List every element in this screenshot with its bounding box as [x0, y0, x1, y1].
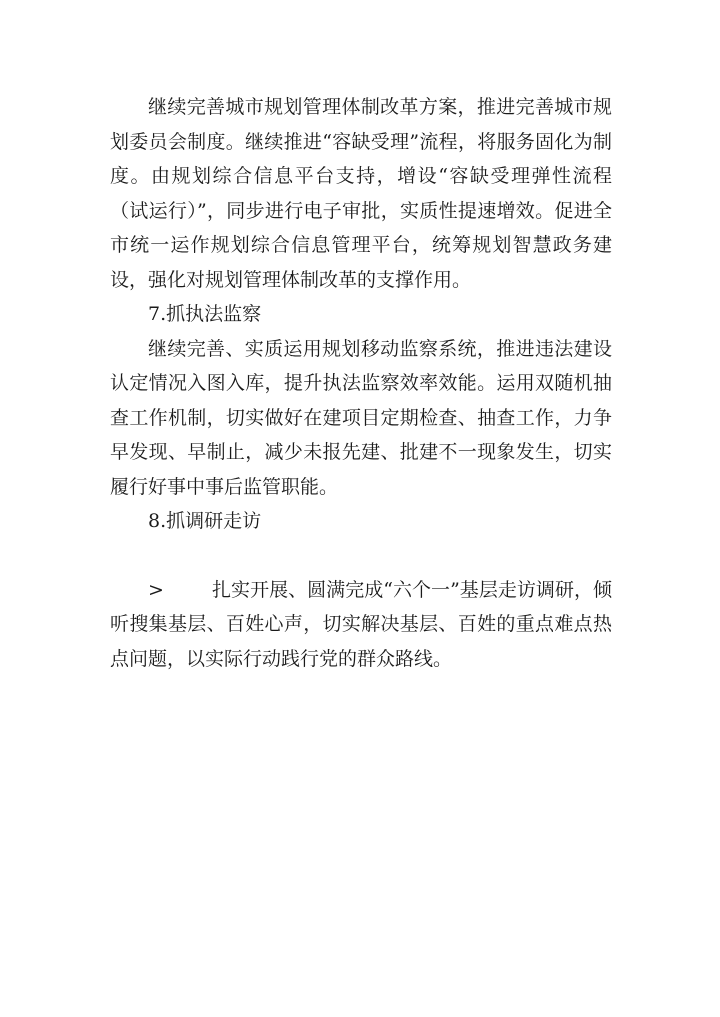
- paragraph-enforcement: 继续完善、实质运用规划移动监察系统，推进违法建设认定情况入图入库，提升执法监察效率效能。运用双随机抽查工作机制，切实做好在建项目定期检查、抽查工作，力争早发现、早制止，减少未报先建、批建不一现象发生，切实履行好事中事后监管职能。: [110, 337, 612, 498]
- document-page: [110, 90, 612, 676]
- paragraph-planning-reform: 继续完善城市规划管理体制改革方案，推进完善城市规划委员会制度。继续推进“容缺受理”流程，将服务固化为制度。由规划综合信息平台支持，增设“容缺受理弹性流程（试运行）”，同步进行电子审批，实质性提速增效。促进全市统一运作规划综合信息管理平台，统筹规划智慧政务建设，强化对规划管理体制改革的支撑作用。: [110, 96, 612, 291]
- section-heading-enforcement: 7.抓执法监察: [148, 303, 262, 325]
- bullet-arrow-icon: >: [148, 578, 164, 601]
- bullet-item-research: [110, 573, 612, 677]
- bullet-text: 扎实开展、圆满完成“六个一”基层走访调研，倾听搜集基层、百姓心声，切实解决基层、百姓的重点难点热点问题，以实际行动践行党的群众路线。: [110, 578, 612, 670]
- section-heading-research: 8.抓调研走访: [148, 510, 262, 532]
- paragraph-spacer: [110, 539, 612, 573]
